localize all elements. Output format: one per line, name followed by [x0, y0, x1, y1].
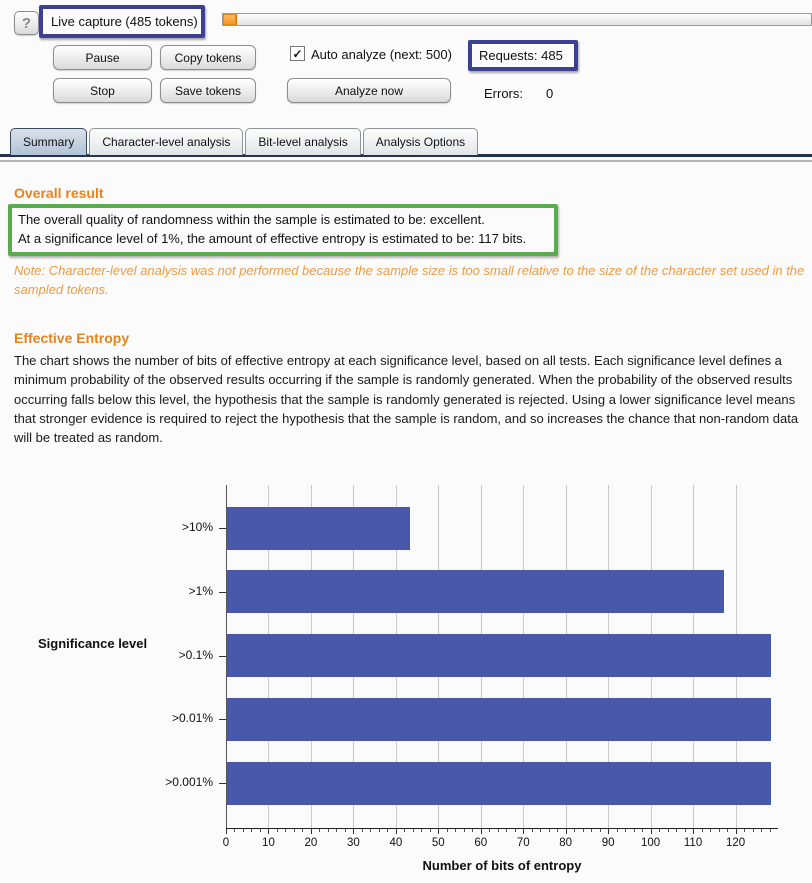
x-minor-tick: [472, 829, 473, 832]
x-tick-label: 50: [431, 837, 445, 849]
x-minor-tick: [319, 829, 320, 832]
y-category-label: >0.01%: [171, 711, 213, 726]
x-minor-tick: [600, 829, 601, 832]
x-major-tick: [481, 829, 482, 834]
x-minor-tick: [574, 829, 575, 832]
x-minor-tick: [515, 829, 516, 832]
x-minor-tick: [506, 829, 507, 832]
x-minor-tick: [540, 829, 541, 832]
x-minor-tick: [617, 829, 618, 832]
tab-analysis-options[interactable]: Analysis Options: [363, 128, 478, 155]
x-minor-tick: [557, 829, 558, 832]
x-major-tick: [311, 829, 312, 834]
x-minor-tick: [583, 829, 584, 832]
x-minor-tick: [770, 829, 771, 832]
x-minor-tick: [285, 829, 286, 832]
x-minor-tick: [761, 829, 762, 832]
tab-character-level-analysis[interactable]: Character-level analysis: [89, 128, 243, 155]
x-tick-label: 40: [389, 837, 403, 849]
x-major-tick: [226, 829, 227, 834]
x-tick-label: 60: [474, 837, 488, 849]
x-minor-tick: [260, 829, 261, 832]
x-minor-tick: [532, 829, 533, 832]
x-minor-tick: [591, 829, 592, 832]
x-minor-tick: [625, 829, 626, 832]
y-category-label: >10%: [181, 520, 213, 534]
errors-label: Errors:: [484, 86, 523, 101]
x-major-tick: [608, 829, 609, 834]
x-minor-tick: [302, 829, 303, 832]
x-major-tick: [523, 829, 524, 834]
x-minor-tick: [336, 829, 337, 832]
x-minor-tick: [345, 829, 346, 832]
stop-button[interactable]: Stop: [53, 78, 152, 103]
x-minor-tick: [387, 829, 388, 832]
copy-tokens-button[interactable]: Copy tokens: [160, 45, 256, 70]
x-minor-tick: [277, 829, 278, 832]
x-tick-label: 10: [262, 837, 275, 849]
result-line2: At a significance level of 1%, the amount of effective entropy is estimated to be: 117 bits.: [18, 231, 527, 246]
x-minor-tick: [634, 829, 635, 832]
progress-bar: [222, 13, 812, 26]
requests-label: Requests:: [479, 48, 538, 63]
pause-button[interactable]: Pause: [53, 45, 152, 70]
annotation-box-requests: [468, 40, 578, 71]
x-minor-tick: [676, 829, 677, 832]
x-tick-label: 110: [683, 837, 703, 849]
x-minor-tick: [362, 829, 363, 832]
help-button[interactable]: ?: [14, 11, 39, 35]
x-minor-tick: [642, 829, 643, 832]
errors-value: 0: [546, 86, 554, 101]
y-tick: [219, 592, 226, 593]
auto-analyze-label: Auto analyze (next: 500): [311, 47, 452, 62]
annotation-box-result: [8, 204, 558, 256]
x-minor-tick: [379, 829, 380, 832]
y-category-label: >0.001%: [165, 775, 213, 789]
x-minor-tick: [549, 829, 550, 832]
x-major-tick: [736, 829, 737, 834]
x-major-tick: [566, 829, 567, 834]
requests-value: 485: [541, 48, 563, 63]
auto-analyze-checkbox[interactable]: [290, 46, 305, 61]
overall-result-heading: Overall result: [14, 185, 104, 201]
bar->10%: [227, 507, 410, 550]
bar->0.01%: [227, 698, 771, 741]
x-minor-tick: [702, 829, 703, 832]
y-tick: [219, 528, 226, 529]
x-major-tick: [438, 829, 439, 834]
chart-x-axis-title: Number of bits of entropy: [422, 858, 582, 873]
y-tick: [219, 719, 226, 720]
x-minor-tick: [404, 829, 405, 832]
bar->0.001%: [227, 762, 771, 805]
x-minor-tick: [753, 829, 754, 832]
bar->1%: [227, 570, 724, 613]
x-minor-tick: [430, 829, 431, 832]
y-axis-line: [226, 485, 227, 828]
x-minor-tick: [744, 829, 745, 832]
tab-bar: [10, 128, 478, 155]
x-minor-tick: [328, 829, 329, 832]
effective-entropy-heading: Effective Entropy: [14, 330, 130, 346]
annotation-box-live-capture: [39, 5, 205, 38]
x-minor-tick: [685, 829, 686, 832]
checkmark-icon: ✓: [292, 46, 303, 61]
x-minor-tick: [464, 829, 465, 832]
x-minor-tick: [234, 829, 235, 832]
x-minor-tick: [370, 829, 371, 832]
x-minor-tick: [421, 829, 422, 832]
x-tick-label: 30: [346, 837, 360, 849]
tab-bit-level-analysis[interactable]: Bit-level analysis: [245, 128, 360, 155]
y-tick: [219, 783, 226, 784]
note-text: Note: Character-level analysis was not performed because the sample size is too small relative to the size of the character set used in the sampled tokens.: [14, 263, 805, 297]
x-minor-tick: [498, 829, 499, 832]
bar->0.1%: [227, 634, 771, 677]
x-minor-tick: [413, 829, 414, 832]
x-minor-tick: [243, 829, 244, 832]
x-tick-label: 90: [601, 837, 615, 849]
result-line1: The overall quality of randomness within the sample is estimated to be: excellent.: [18, 212, 485, 227]
y-category-label: >1%: [188, 583, 213, 598]
x-minor-tick: [710, 829, 711, 832]
x-tick-label: 80: [559, 837, 573, 849]
x-axis-line: [226, 828, 778, 829]
x-minor-tick: [447, 829, 448, 832]
x-minor-tick: [719, 829, 720, 832]
analyze-now-button[interactable]: Analyze now: [287, 78, 451, 103]
x-major-tick: [353, 829, 354, 834]
x-minor-tick: [727, 829, 728, 832]
x-tick-label: 100: [641, 837, 661, 849]
x-minor-tick: [251, 829, 252, 832]
x-major-tick: [651, 829, 652, 834]
x-minor-tick: [294, 829, 295, 832]
x-major-tick: [268, 829, 269, 834]
x-tick-label: 120: [725, 837, 746, 849]
save-tokens-button[interactable]: Save tokens: [160, 78, 256, 103]
x-minor-tick: [668, 829, 669, 832]
x-major-tick: [693, 829, 694, 834]
tab-divider-grey: [0, 160, 812, 162]
live-capture-label: Live capture (485 tokens): [51, 14, 198, 29]
tab-summary[interactable]: Summary: [10, 128, 87, 155]
x-tick-label: 70: [516, 837, 530, 849]
x-tick-label: 20: [304, 837, 318, 849]
x-major-tick: [396, 829, 397, 834]
entropy-bar-chart: [0, 480, 812, 883]
y-category-label: >0.1%: [178, 647, 213, 662]
x-minor-tick: [489, 829, 490, 832]
progress-indicator: [223, 14, 237, 25]
y-tick: [219, 656, 226, 657]
x-minor-tick: [455, 829, 456, 832]
entropy-description: The chart shows the number of bits of effective entropy at each significance level, based on all tests. Each significance level defines a minimum probability of the observed results occurring if the sample is randomly generated. When the probability of the observed results occurring falls below this level, the hypothesis that the sample is randomly generated is rejected. Using a lower significance level means that stronger evidence is required to reject the hypothesis that the sample is random, and so increases the chance that non-random data will be treated as random.: [14, 353, 799, 446]
x-minor-tick: [659, 829, 660, 832]
chart-y-axis-title: Significance level: [38, 636, 148, 651]
x-tick-label: 0: [222, 837, 230, 849]
